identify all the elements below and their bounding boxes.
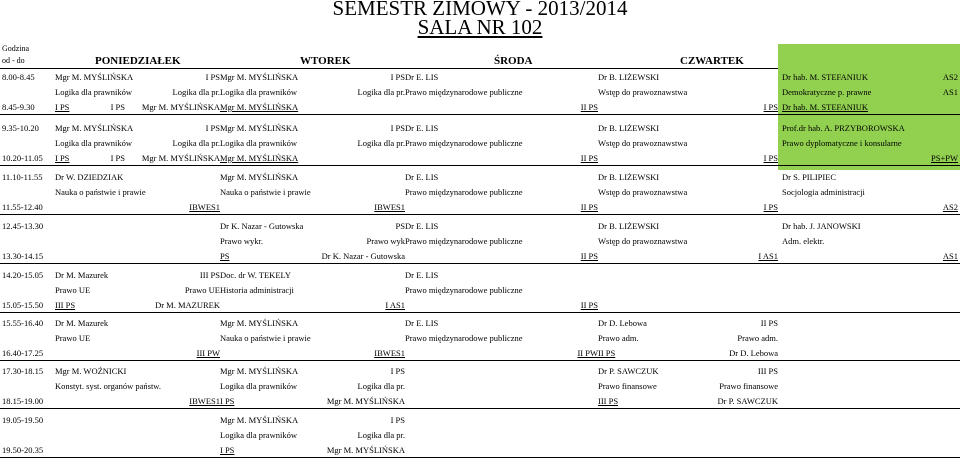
class-subject: Wstęp do prawoznawstwa xyxy=(598,87,688,97)
class-teacher: Mgr M. MYŚLIŃSKA xyxy=(55,72,134,82)
class-group: IBWES1 xyxy=(374,348,405,358)
class-teacher: Dr W. DZIEDZIAK xyxy=(55,172,124,182)
class-group: II PW xyxy=(577,348,598,358)
class-subject: Historia administracji xyxy=(220,285,294,295)
time-start: 11.10-11.55 xyxy=(2,172,43,182)
class-group: PS+PW xyxy=(931,153,958,163)
class-group-bottom: I PS xyxy=(55,153,70,163)
row-divider xyxy=(0,360,960,361)
time-end: 19.50-20.35 xyxy=(2,445,44,455)
class-group: I PS xyxy=(763,102,778,112)
time-start: 8.00-8.45 xyxy=(2,72,35,82)
class-group: AS2 xyxy=(942,72,958,82)
time-end: 16.40-17.25 xyxy=(2,348,44,358)
class-teacher: Dr E. LIS xyxy=(405,123,439,133)
class-subject-short: Logika dla pr. xyxy=(357,138,405,148)
class-teacher: Dr E. LIS xyxy=(405,318,439,328)
class-subject: Prawo adm. xyxy=(598,333,639,343)
class-teacher: Dr P. SAWCZUK xyxy=(598,366,659,376)
class-group: III PW xyxy=(196,348,220,358)
class-subject: Prawo UE xyxy=(55,333,91,343)
class-subject-short: Prawo finansowe xyxy=(719,381,778,391)
class-group-bottom: Mgr M. MYŚLIŃSKA xyxy=(220,153,299,163)
class-subject: Prawo finansowe xyxy=(598,381,657,391)
class-subject: Prawo dyplomatyczne i konsularne xyxy=(782,138,902,148)
row-divider xyxy=(0,457,960,458)
class-group-bottom: III PS xyxy=(598,396,619,406)
class-teacher: Dr D. Lebowa xyxy=(598,318,647,328)
class-group-bottom: PS xyxy=(220,251,230,261)
class-group: II PS xyxy=(760,318,778,328)
day-header-wed: ŚRODA xyxy=(494,55,533,67)
class-group-end: I PS xyxy=(110,102,125,112)
class-teacher: Dr B. LIŻEWSKI xyxy=(598,221,660,231)
time-end: 13.30-14.15 xyxy=(2,251,44,261)
class-teacher-bottom: Mgr M. MYŚLIŃSKA xyxy=(326,396,405,406)
class-teacher-bottom: Dr P. SAWCZUK xyxy=(717,396,778,406)
class-teacher: Dr E. LIS xyxy=(405,270,439,280)
class-subject: Prawo międzynarodowe publiczne xyxy=(405,187,523,197)
class-subject: Prawo międzynarodowe publiczne xyxy=(405,285,523,295)
class-teacher: Dr S. PILIPIEC xyxy=(782,172,837,182)
class-teacher: Dr B. LIŻEWSKI xyxy=(598,123,660,133)
time-end: 11.55-12.40 xyxy=(2,202,43,212)
room-title: SALA NR 102 xyxy=(417,15,543,39)
class-teacher: Prof.dr hab. A. PRZYBOROWSKA xyxy=(782,123,905,133)
class-subject-short: Prawo wyk xyxy=(366,236,405,246)
class-subject-short: Logika dla pr. xyxy=(172,138,220,148)
row-divider xyxy=(0,214,960,215)
class-subject: Logika dla prawników xyxy=(220,138,297,148)
class-subject: Logika dla prawników xyxy=(55,87,132,97)
class-group: III PS xyxy=(199,270,220,280)
class-subject-short: Logika dla pr. xyxy=(172,87,220,97)
class-group: IBWES1 xyxy=(189,202,220,212)
class-teacher: Mgr M. MYŚLIŃSKA xyxy=(220,366,299,376)
row-divider xyxy=(0,312,960,313)
class-subject-short: Logika dla pr. xyxy=(357,87,405,97)
class-teacher: Dr E. LIS xyxy=(405,72,439,82)
class-subject: Prawo wykr. xyxy=(220,236,263,246)
class-group-bottom: Mgr M. MYŚLIŃSKA xyxy=(220,102,299,112)
class-subject: Demokratyczne p. prawne xyxy=(782,87,872,97)
day-header-mon: PONIEDZIAŁEK xyxy=(95,55,181,67)
class-subject: Prawo międzynarodowe publiczne xyxy=(405,138,523,148)
row-divider xyxy=(0,408,960,409)
class-group-bottom: III PS xyxy=(55,300,76,310)
class-subject: Prawo UE xyxy=(55,285,91,295)
class-teacher-bottom: Mgr M. MYŚLIŃSKA xyxy=(141,153,220,163)
row-divider xyxy=(0,165,960,166)
day-header-thu: CZWARTEK xyxy=(680,55,744,67)
class-teacher: Mgr M. MYŚLIŃSKA xyxy=(220,318,299,328)
class-group-end: I PS xyxy=(110,153,125,163)
class-teacher: Mgr M. MYŚLIŃSKA xyxy=(55,123,134,133)
class-subject: Nauka o państwie i prawie xyxy=(55,187,146,197)
time-end: 8.45-9.30 xyxy=(2,102,35,112)
class-group: PS xyxy=(395,221,405,231)
class-teacher: Dr B. LIŻEWSKI xyxy=(598,72,660,82)
class-teacher: Mgr M. WOŹNICKI xyxy=(55,366,127,376)
class-subject: Prawo międzynarodowe publiczne xyxy=(405,236,523,246)
time-end: 10.20-11.05 xyxy=(2,153,43,163)
class-teacher-bottom: Dr M. MAZUREK xyxy=(155,300,220,310)
class-teacher: Doc. dr W. TEKELY xyxy=(220,270,291,280)
hour-header-2: od - do xyxy=(2,56,25,65)
time-start: 14.20-15.05 xyxy=(2,270,44,280)
class-subject: Socjologia administracji xyxy=(782,187,865,197)
time-start: 17.30-18.15 xyxy=(2,366,44,376)
class-teacher: Dr E. LIS xyxy=(405,172,439,182)
page-title: SEMESTR ZIMOWY - 2013/2014 xyxy=(332,0,628,20)
class-subject: Logika dla prawników xyxy=(220,381,297,391)
class-subject: Wstęp do prawoznawstwa xyxy=(598,187,688,197)
class-group: III PS xyxy=(757,366,778,376)
class-group-bottom: I PS xyxy=(55,102,70,112)
class-subject: Logika dla prawników xyxy=(220,430,297,440)
class-teacher-bottom: Mgr M. MYŚLIŃSKA xyxy=(326,445,405,455)
class-subject-short: Logika dla pr. xyxy=(357,430,405,440)
class-teacher: Mgr M. MYŚLIŃSKA xyxy=(220,72,299,82)
time-end: 18.15-19.00 xyxy=(2,396,44,406)
class-group: I PS xyxy=(763,153,778,163)
class-group: AS2 xyxy=(942,202,958,212)
class-teacher-bottom: Dr K. Nazar - Gutowska xyxy=(321,251,405,261)
class-teacher: Dr M. Mazurek xyxy=(55,318,109,328)
class-group-bottom: II PS xyxy=(598,348,616,358)
class-group: I PS xyxy=(390,123,405,133)
day-header-tue: WTOREK xyxy=(300,55,351,67)
row-divider xyxy=(0,114,960,115)
class-group: I AS1 xyxy=(385,300,405,310)
class-teacher: Mgr M. MYŚLIŃSKA xyxy=(220,123,299,133)
class-subject: Logika dla prawników xyxy=(55,138,132,148)
class-subject: Nauka o państwie i prawie xyxy=(220,187,311,197)
class-group-bottom: I PS xyxy=(220,396,235,406)
class-subject-short: AS1 xyxy=(942,87,958,97)
class-group: I PS xyxy=(390,415,405,425)
time-start: 15.55-16.40 xyxy=(2,318,44,328)
class-group: II PS xyxy=(580,300,598,310)
row-divider xyxy=(0,263,960,264)
class-teacher: Dr hab. M. STEFANIUK xyxy=(782,72,869,82)
class-teacher: Dr hab. J. JANOWSKI xyxy=(782,221,861,231)
time-start: 12.45-13.30 xyxy=(2,221,44,231)
class-group: I AS1 xyxy=(758,251,778,261)
class-teacher: Dr B. LIŻEWSKI xyxy=(598,172,660,182)
class-group: IBWES1 xyxy=(189,396,220,406)
class-group: I PS xyxy=(390,72,405,82)
class-subject: Adm. elektr. xyxy=(782,236,825,246)
class-subject-short: Logika dla pr. xyxy=(357,381,405,391)
class-group: AS1 xyxy=(942,251,958,261)
class-teacher: Dr K. Nazar - Gutowska xyxy=(220,221,304,231)
class-group: I PS xyxy=(390,366,405,376)
time-start: 19.05-19.50 xyxy=(2,415,44,425)
class-group: I PS xyxy=(205,72,220,82)
class-group: I PS xyxy=(205,123,220,133)
class-teacher-bottom: Mgr M. MYŚLIŃSKA xyxy=(141,102,220,112)
class-subject-short: Prawo adm. xyxy=(737,333,778,343)
class-teacher-bottom: Dr D. Lebowa xyxy=(729,348,778,358)
time-start: 9.35-10.20 xyxy=(2,123,39,133)
class-group: I PS xyxy=(763,202,778,212)
class-subject: Logika dla prawników xyxy=(220,87,297,97)
class-group-bottom: I PS xyxy=(220,445,235,455)
class-group: II PS xyxy=(580,102,598,112)
class-subject: Wstęp do prawoznawstwa xyxy=(598,138,688,148)
class-group: IBWES1 xyxy=(374,202,405,212)
class-teacher: Mgr M. MYŚLIŃSKA xyxy=(220,415,299,425)
class-subject: Wstęp do prawoznawstwa xyxy=(598,236,688,246)
class-group: II PS xyxy=(580,251,598,261)
class-subject: Prawo międzynarodowe publiczne xyxy=(405,333,523,343)
hour-header-1: Godzina xyxy=(2,44,30,53)
class-teacher: Dr M. Mazurek xyxy=(55,270,109,280)
class-group-bottom: Dr hab. M. STEFANIUK xyxy=(782,102,869,112)
class-subject: Konstyt. syst. organów państw. xyxy=(55,381,162,391)
class-teacher: Mgr M. MYŚLIŃSKA xyxy=(220,172,299,182)
class-group: II PS xyxy=(580,202,598,212)
class-subject-short: Prawo UE xyxy=(184,285,220,295)
time-end: 15.05-15.50 xyxy=(2,300,44,310)
class-subject: Nauka o państwie i prawie xyxy=(220,333,311,343)
class-teacher: Dr E. LIS xyxy=(405,221,439,231)
class-group: II PS xyxy=(580,153,598,163)
class-subject: Prawo międzynarodowe publiczne xyxy=(405,87,523,97)
